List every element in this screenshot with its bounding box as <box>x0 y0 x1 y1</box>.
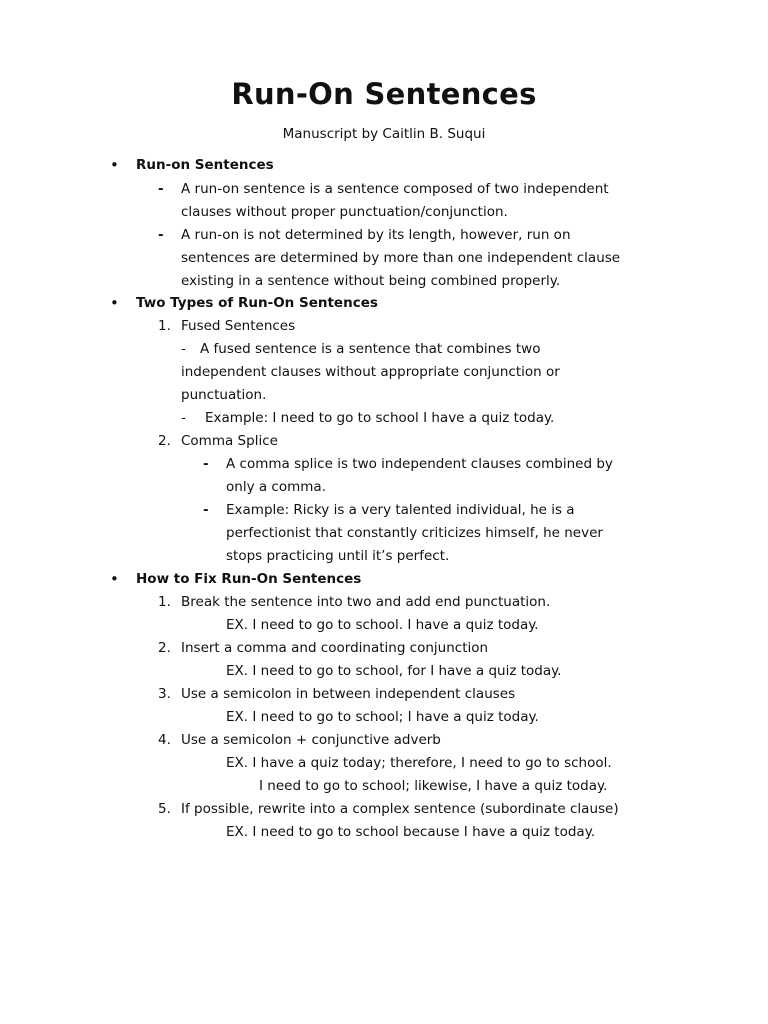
body-line: Example: Ricky is a very talented individual, he is a <box>226 502 575 518</box>
section-heading: How to Fix Run-On Sentences <box>136 571 362 587</box>
dash-marker: - <box>181 341 186 357</box>
body-line: sentences are determined by more than one independent clause <box>181 250 621 266</box>
list-item-label: Comma Splice <box>181 433 278 449</box>
list-number: 5. <box>158 801 171 817</box>
example-line: I need to go to school; likewise, I have a quiz today. <box>259 778 608 794</box>
list-number: 1. <box>158 318 171 334</box>
list-item-text: Use a semicolon in between independent clauses <box>181 686 516 702</box>
list-number: 4. <box>158 732 171 748</box>
section-heading: Run-on Sentences <box>136 157 274 173</box>
bullet-icon: • <box>110 570 119 588</box>
body-line: only a comma. <box>226 479 326 495</box>
body-line: A comma splice is two independent clauses combined by <box>226 456 613 472</box>
section-heading: Two Types of Run-On Sentences <box>136 295 378 311</box>
body-line: independent clauses without appropriate conjunction or <box>181 364 560 380</box>
body-line: punctuation. <box>181 387 267 403</box>
bullet-icon: • <box>110 156 119 174</box>
list-item-label: Fused Sentences <box>181 318 296 334</box>
list-item-text: If possible, rewrite into a complex sentence (subordinate clause) <box>181 801 619 817</box>
list-number: 1. <box>158 594 171 610</box>
author-line: Manuscript by Caitlin B. Suqui <box>282 126 486 142</box>
body-line: A run-on sentence is a sentence composed of two independent <box>181 181 609 197</box>
list-number: 2. <box>158 640 171 656</box>
body-line: clauses without proper punctuation/conjunction. <box>181 204 508 220</box>
list-number: 3. <box>158 686 171 702</box>
dash-marker: - <box>158 181 164 197</box>
example-line: EX. I need to go to school. I have a quiz today. <box>226 617 539 633</box>
body-line: perfectionist that constantly criticizes himself, he never <box>226 525 603 541</box>
list-number: 2. <box>158 433 171 449</box>
dash-marker: - <box>181 410 186 426</box>
page-title: Run-On Sentences <box>231 77 537 111</box>
dash-marker: - <box>203 502 209 518</box>
body-line: existing in a sentence without being combined properly. <box>181 273 561 289</box>
dash-marker: - <box>203 456 209 472</box>
example-line: EX. I need to go to school; I have a quiz today. <box>226 709 539 725</box>
example-line: EX. I need to go to school, for I have a quiz today. <box>226 663 562 679</box>
example-line: EX. I need to go to school because I have a quiz today. <box>226 824 596 840</box>
body-line: A fused sentence is a sentence that combines two <box>200 341 541 357</box>
dash-marker: - <box>158 227 164 243</box>
body-line: stops practicing until it’s perfect. <box>226 548 450 564</box>
example-line: EX. I have a quiz today; therefore, I need to go to school. <box>226 755 612 771</box>
body-line: Example: I need to go to school I have a quiz today. <box>205 410 555 426</box>
list-item-text: Break the sentence into two and add end punctuation. <box>181 594 551 610</box>
list-item-text: Insert a comma and coordinating conjunction <box>181 640 489 656</box>
bullet-icon: • <box>110 294 119 312</box>
body-line: A run-on is not determined by its length, however, run on <box>181 227 571 243</box>
list-item-text: Use a semicolon + conjunctive adverb <box>181 732 441 748</box>
